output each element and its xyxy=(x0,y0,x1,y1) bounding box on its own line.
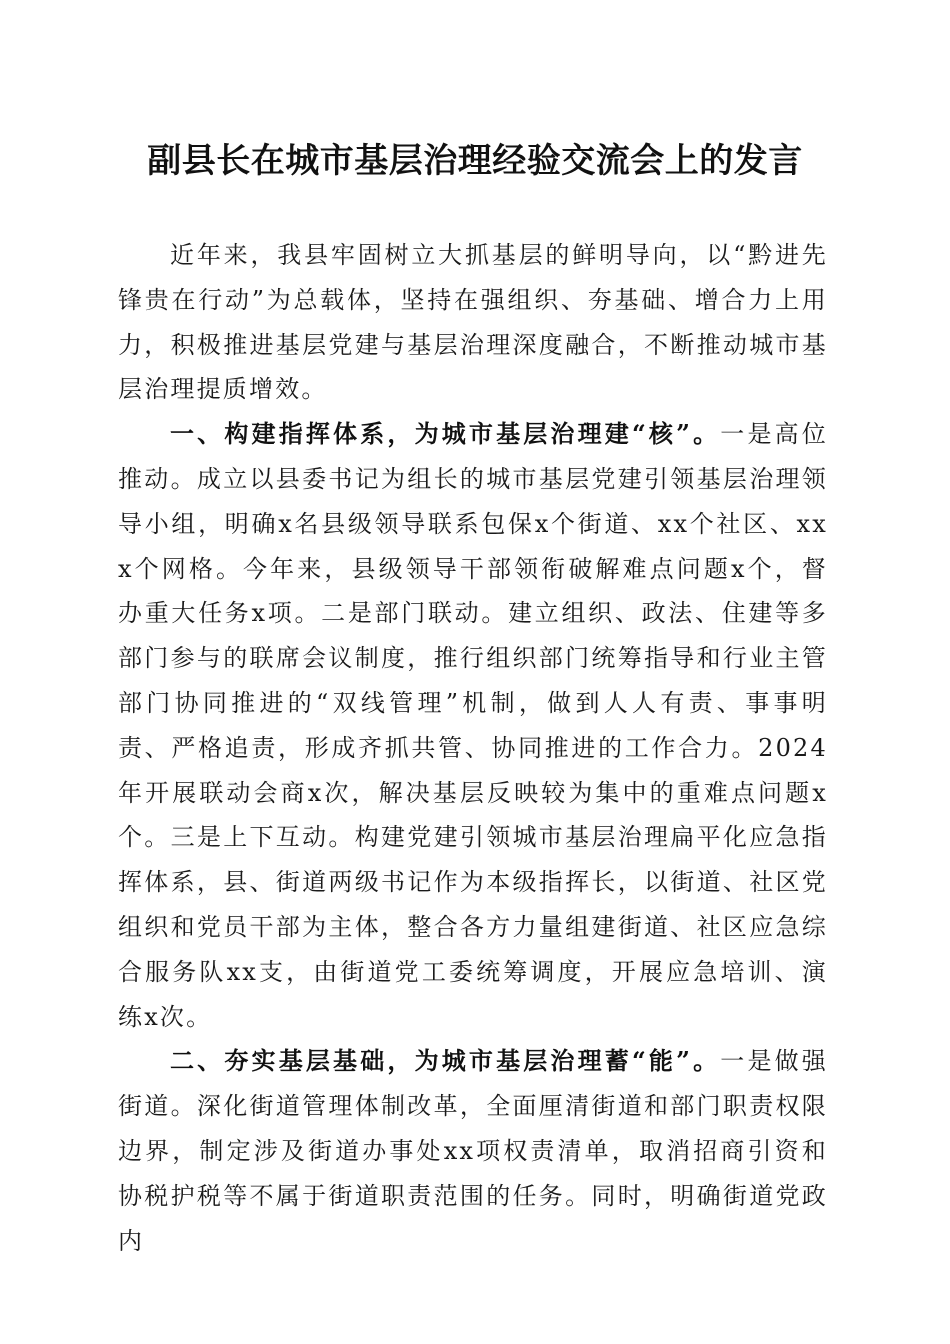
document-title: 副县长在城市基层治理经验交流会上的发言 xyxy=(147,141,803,181)
paragraph-intro xyxy=(118,233,828,412)
document-body xyxy=(118,233,828,1263)
paragraph-section-2 xyxy=(118,1039,828,1263)
paragraph-text: 近年来，我县牢固树立大抓基层的鲜明导向，以“黔进先锋贵在行动”为总载体，坚持在强组织、夯基础、增合力上用力，积极推进基层党建与基层治理深度融合，不断推动城市基层治理提质增效。 xyxy=(118,241,828,404)
paragraph-section-1 xyxy=(118,412,828,1039)
paragraph-text: 一是高位推动。成立以县委书记为组长的城市基层党建引领基层治理领导小组，明确x名县级领导联系包保x个街道、xx个社区、xxx个网格。今年来，县级领导干部领衔破解难点问题x个，督办重大任务x项。二是部门联动。建立组织、政法、住建等多部门参与的联席会议制度，推行组织部门统筹指导和行业主管部门协同推进的“双线管理”机制，做到人人有责、事事明责、严格追责，形成齐抓共管、协同推进的工作合力。2024年开展联动会商x次，解决基层反映较为集中的重难点问题x个。三是上下互动。构建党建引领城市基层治理扁平化应急指挥体系，县、街道两级书记作为本级指挥长，以街道、社区党组织和党员干部为主体，整合各方力量组建街道、社区应急综合服务队xx支，由街道党工委统筹调度，开展应急培训、演练x次。 xyxy=(118,420,828,1031)
section-heading: 一、构建指挥体系，为城市基层治理建“核”。 xyxy=(170,419,721,449)
section-heading: 二、夯实基层基础，为城市基层治理蓄“能”。 xyxy=(170,1046,721,1076)
paragraph-text: 一是做强街道。深化街道管理体制改革，全面厘清街道和部门职责权限边界，制定涉及街道办事处xx项权责清单，取消招商引资和协税护税等不属于街道职责范围的任务。同时，明确街道党政内 xyxy=(118,1047,828,1255)
